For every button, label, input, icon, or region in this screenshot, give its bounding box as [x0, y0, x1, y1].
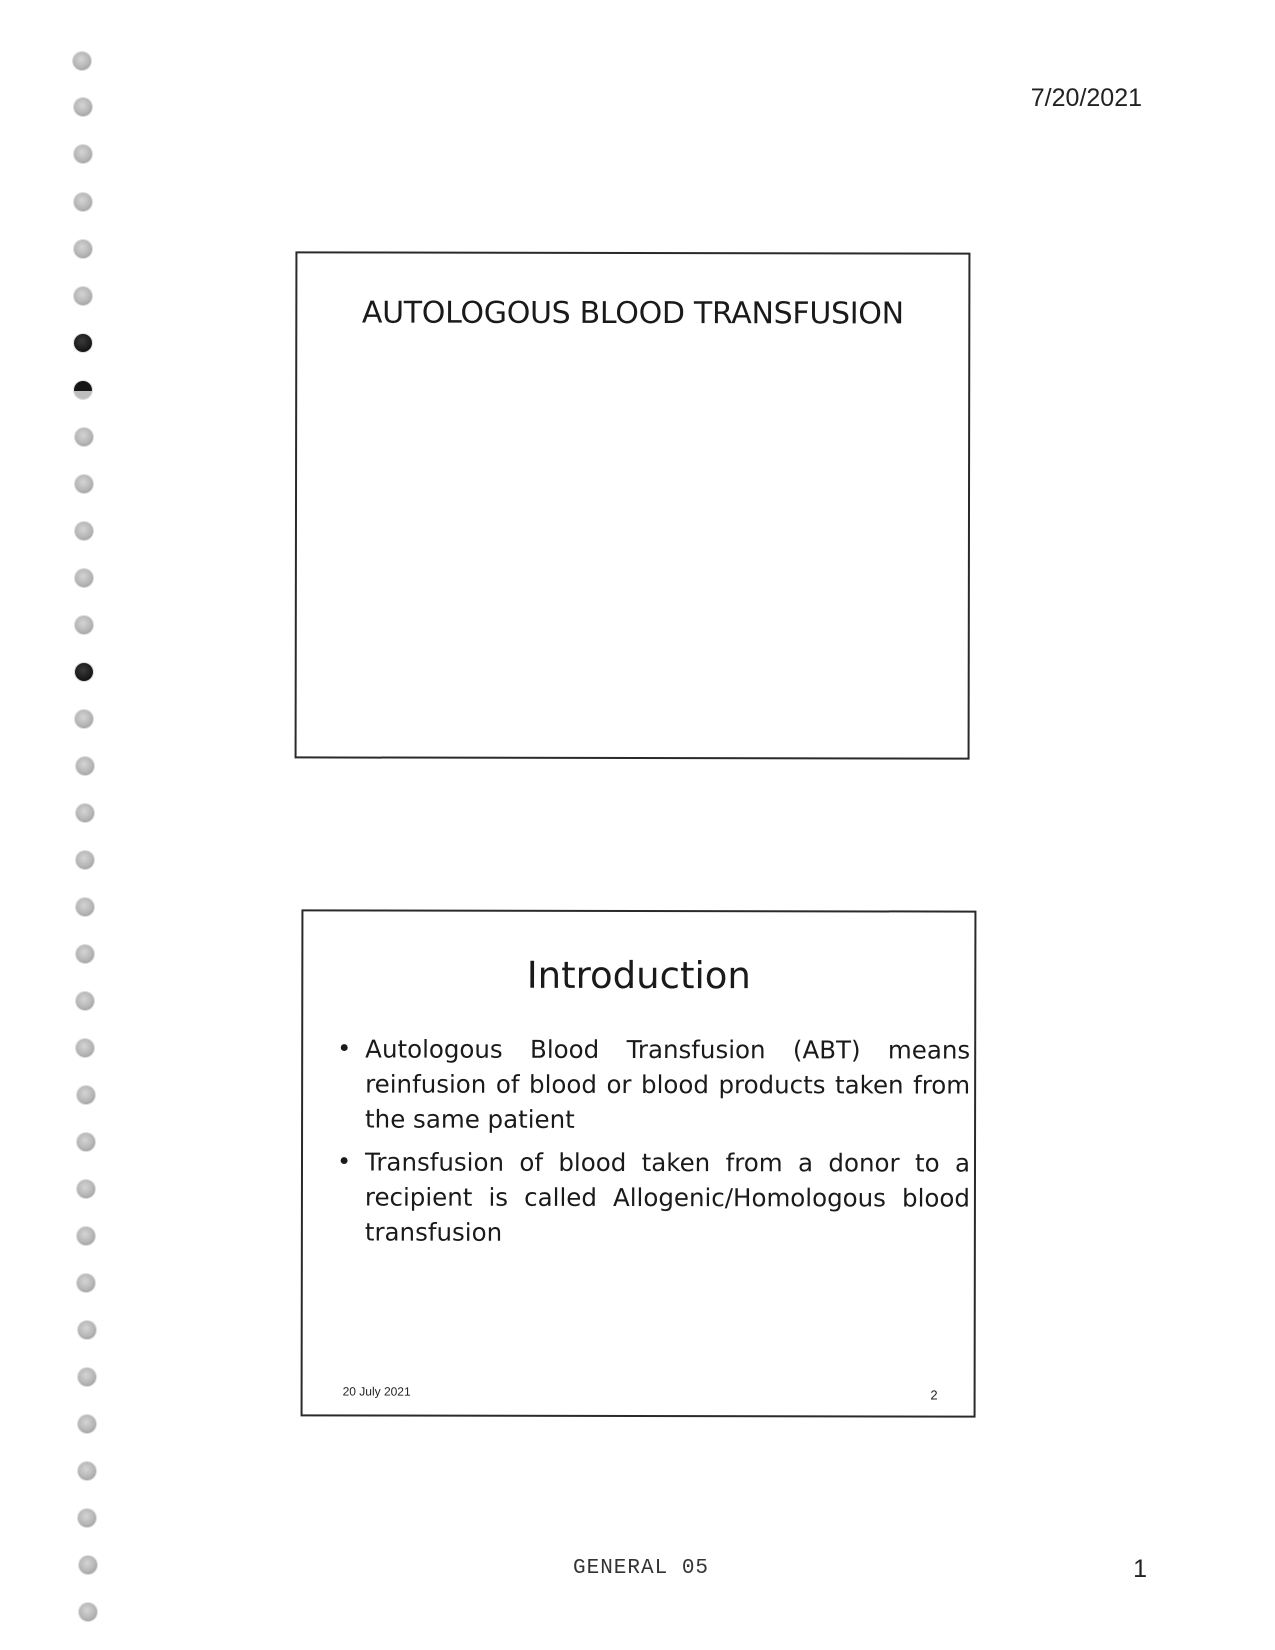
bullet-icon: • [336, 1147, 352, 1176]
bullet-item [333, 1031, 970, 1137]
punch-hole [78, 1509, 96, 1527]
punch-hole [76, 945, 94, 963]
slide-footer-date: 20 July 2021 [342, 1384, 411, 1399]
punch-hole [74, 287, 92, 305]
punch-hole [74, 98, 92, 116]
punch-hole [75, 710, 93, 728]
punch-hole [75, 522, 93, 540]
punch-hole [75, 475, 93, 493]
punch-hole [74, 145, 92, 163]
punch-hole [76, 1039, 94, 1057]
binder-punch-holes [0, 0, 120, 1650]
punch-hole [78, 1368, 96, 1386]
punch-hole [77, 1180, 95, 1198]
punch-hole [78, 1321, 96, 1339]
punch-hole [78, 1462, 96, 1480]
punch-hole [76, 804, 94, 822]
bullet-icon: • [337, 1034, 352, 1063]
slide-title [295, 251, 971, 759]
bullet-item [333, 1144, 970, 1250]
punch-hole [77, 1274, 95, 1292]
slide-title-heading: AUTOLOGOUS BLOOD TRANSFUSION [361, 295, 904, 332]
punch-hole [76, 898, 94, 916]
punch-hole [73, 52, 91, 70]
bullet-list [333, 1031, 970, 1258]
punch-hole [78, 1415, 96, 1433]
punch-hole [75, 428, 93, 446]
punch-hole [76, 992, 94, 1010]
slide-number: 2 [930, 1387, 938, 1403]
punch-hole [77, 1133, 95, 1151]
bullet-text: Transfusion of blood taken from a donor to a recipient is called Allogenic/Homologous blood transfusion [364, 1147, 971, 1247]
punch-hole [75, 663, 93, 681]
punch-hole [79, 1603, 97, 1621]
slide-heading: Introduction [526, 953, 751, 998]
punch-hole [74, 240, 92, 258]
page-footer-label: GENERAL 05 [573, 1557, 710, 1580]
punch-hole [76, 851, 94, 869]
punch-hole [74, 334, 92, 352]
punch-hole [79, 1556, 97, 1574]
punch-hole [75, 616, 93, 634]
punch-hole [75, 569, 93, 587]
punch-hole [77, 1086, 95, 1104]
page-number: 1 [1133, 1555, 1147, 1583]
punch-hole [74, 381, 92, 399]
punch-hole [74, 193, 92, 211]
punch-hole [77, 1227, 95, 1245]
punch-hole [76, 757, 94, 775]
print-date: 7/20/2021 [1030, 84, 1142, 112]
bullet-text: Autologous Blood Transfusion (ABT) means reinfusion of blood or blood products taken from the same patient [365, 1034, 971, 1134]
slide-introduction [301, 909, 977, 1417]
